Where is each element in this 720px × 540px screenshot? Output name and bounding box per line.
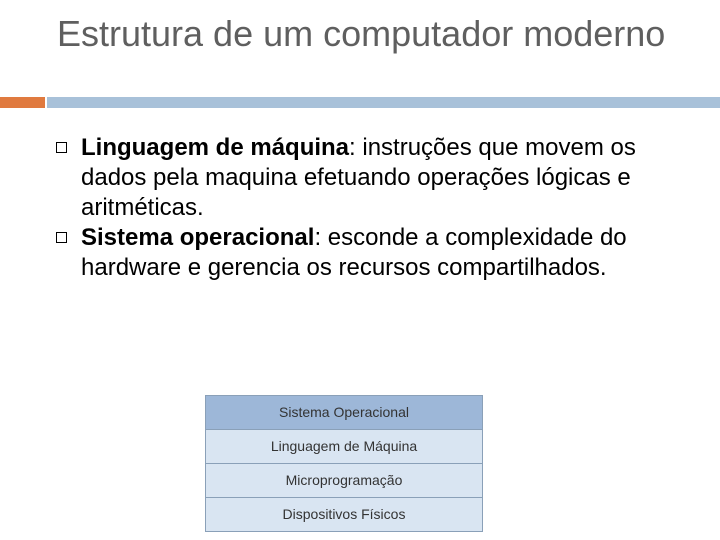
layer-machine-language: Linguagem de Máquina xyxy=(206,430,482,464)
bullet-list xyxy=(52,133,652,283)
layer-operating-system: Sistema Operacional xyxy=(206,396,482,430)
bullet-item-operating-system xyxy=(52,223,652,283)
bullet-term: Linguagem de máquina xyxy=(81,134,350,161)
bullet-text: : esconde a complexidade do hardware e gerencia os recursos compartilhados. xyxy=(81,224,627,281)
bullet-text: : instruções que movem os dados pela maquina efetuando operações lógicas e aritméticas. xyxy=(81,134,636,221)
square-bullet-icon xyxy=(56,142,67,153)
layer-microprogramming: Microprogramação xyxy=(206,464,482,498)
accent-bar-blue xyxy=(47,97,720,108)
slide-title: Estrutura de um computador moderno xyxy=(57,13,666,54)
bullet-item-machine-language xyxy=(52,133,652,223)
bullet-term: Sistema operacional xyxy=(81,224,315,251)
accent-bar-orange xyxy=(0,97,45,108)
layer-physical-devices: Dispositivos Físicos xyxy=(206,498,482,532)
layer-stack-diagram xyxy=(205,395,483,532)
square-bullet-icon xyxy=(56,232,67,243)
